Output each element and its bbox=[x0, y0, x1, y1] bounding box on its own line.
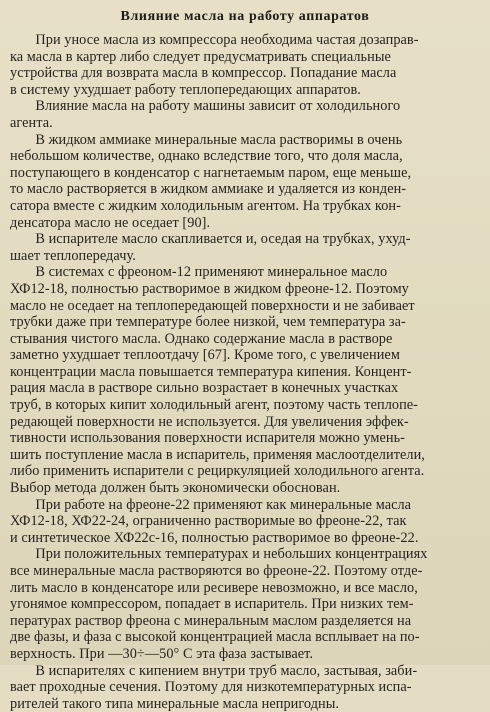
paragraph bbox=[10, 497, 480, 663]
text-line: агента. bbox=[10, 114, 53, 131]
text-line: При работе на фреоне-22 применяют как минеральные масла bbox=[10, 496, 412, 513]
text-line: труб, в которых кипит холодильный агент, поэтому часть теплопе- bbox=[10, 397, 418, 414]
text-line: в систему ухудшает работу теплопередающих аппаратов. bbox=[10, 81, 361, 98]
text-line: тивности использования поверхности испарителя можно умень- bbox=[10, 430, 405, 447]
text-line: верхность. При —30÷—50° С эта фаза застывает. bbox=[10, 645, 313, 662]
text-line: стывания чистого масла. Однако содержание масла в растворе bbox=[10, 330, 393, 347]
paragraph bbox=[10, 264, 480, 496]
text-line: сатора вместе с жидким холодильным агентом. На трубках кон- bbox=[10, 197, 401, 214]
section-title: Влияние масла на работу аппаратов bbox=[120, 9, 370, 24]
text-line: поступающего в конденсатор с нагнетаемым паром, еще меньше, bbox=[10, 164, 412, 181]
paragraph bbox=[10, 32, 480, 98]
text-line: денсатора масло не оседает [90]. bbox=[10, 214, 211, 231]
text-line: В системах с фреоном-12 применяют минеральное масло bbox=[10, 264, 388, 281]
text-line: вает проходные сечения. Поэтому для низкотемпературных испа- bbox=[10, 679, 412, 696]
text-line: шить поступление масла в испаритель, применяя маслоотделители, bbox=[10, 446, 425, 463]
text-line: заметно ухудшает теплоотдачу [67]. Кроме того, с увеличением bbox=[10, 347, 400, 364]
text-line: устройства для возврата масла в компрессор. Попадание масла bbox=[10, 65, 397, 82]
text-line: В жидком аммиаке минеральные масла растворимы в очень bbox=[10, 131, 403, 148]
text-line: две фазы, и фаза с высокой концентрацией масла всплывает на по- bbox=[10, 629, 420, 646]
text-line: рителей такого типа минеральные масла непригодны. bbox=[10, 695, 340, 712]
text-line: небольшом количестве, однако вследствие того, что доля масла, bbox=[10, 148, 403, 165]
text-line: то масло растворяется в жидком аммиаке и удаляется из конден- bbox=[10, 181, 407, 198]
text-line: Влияние масла на работу машины зависит от холодильного bbox=[10, 98, 401, 115]
body-text bbox=[10, 32, 480, 712]
text-line: В испарителях с кипением внутри труб масло, застывая, заби- bbox=[10, 662, 418, 679]
text-line: все минеральные масла растворяются во фреоне-22. Поэтому отде- bbox=[10, 563, 423, 579]
text-line: ка масла в картер либо следует предусматривать специальные bbox=[10, 48, 391, 65]
text-line: масло не оседает на теплопередающей поверхности и не забивает bbox=[10, 297, 415, 314]
text-line: шает теплопередачу. bbox=[10, 247, 136, 264]
text-line: ХФ12-18, ХФ22-24, ограниченно растворимые во фреоне-22, так bbox=[10, 513, 407, 530]
text-line: При положительных температурах и небольших концентрациях bbox=[10, 546, 428, 563]
text-line: угонямое компрессором, попадает в испаритель. При низких тем- bbox=[10, 596, 414, 613]
text-line: и синтетическое ХФ22с-16, полностью растворимое во фреоне-22. bbox=[10, 529, 419, 546]
text-line: лить масло в конденсаторе или ресивере невозможно, и все масло, bbox=[10, 579, 418, 596]
text-line: Выбор метода должен быть экономически обоснован. bbox=[10, 480, 341, 497]
text-line: концентрации масла повышается температура кипения. Концент- bbox=[10, 363, 412, 380]
paragraph bbox=[10, 98, 480, 131]
text-line: В испарителе масло скапливается и, оседая на трубках, ухуд- bbox=[10, 231, 411, 248]
paragraph bbox=[10, 132, 480, 232]
text-line: редающей поверхности не используется. Для увеличения эффек- bbox=[10, 413, 409, 430]
paragraph bbox=[10, 663, 480, 712]
text-line: При уносе масла из компрессора необходима частая дозаправ- bbox=[10, 32, 419, 48]
text-line: либо применить испарители с рециркуляцией холодильного агента. bbox=[10, 463, 425, 480]
text-line: рация масла в растворе сильно возрастает в конечных участках bbox=[10, 380, 399, 397]
text-line: ХФ12-18, полностью растворимое в жидком фреоне-12. Поэтому bbox=[10, 280, 409, 297]
text-line: трубки даже при температуре более низкой, чем температура за- bbox=[10, 314, 406, 331]
text-line: пературах раствор фреона с минеральным маслом разделяется на bbox=[10, 612, 412, 629]
paragraph bbox=[10, 231, 480, 264]
